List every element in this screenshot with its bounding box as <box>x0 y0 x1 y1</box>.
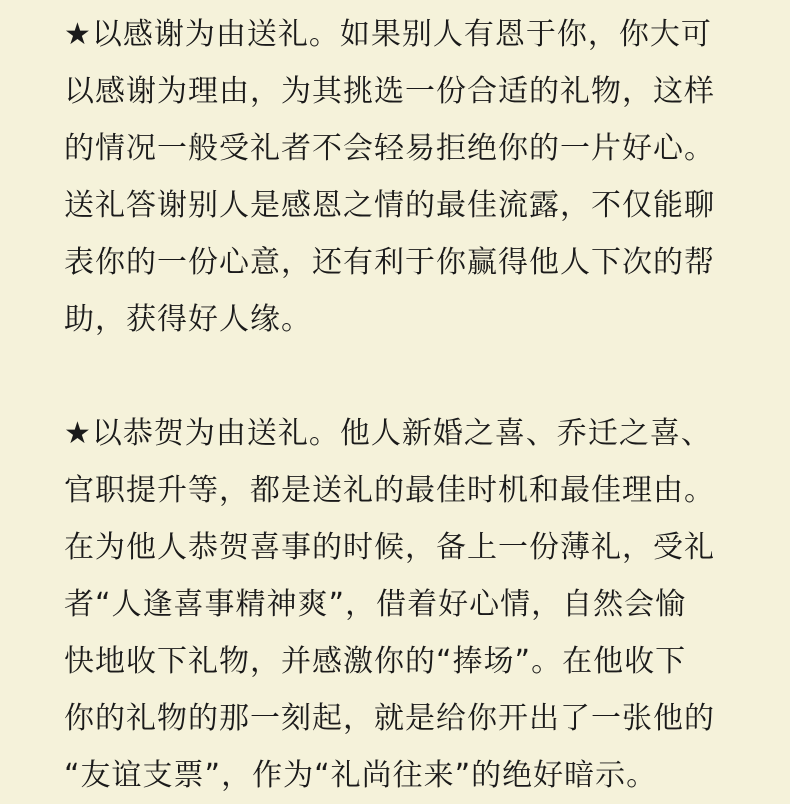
text-line: 的情况一般受礼者不会轻易拒绝你的一片好心。 <box>64 131 715 166</box>
text-line: 在为他人恭贺喜事的时候，备上一份薄礼，受礼 <box>64 530 715 565</box>
paragraph-gap <box>64 348 790 405</box>
text-line: 你的礼物的那一刻起，就是给你开出了一张他的 <box>64 701 715 736</box>
text-line: 官职提升等，都是送礼的最佳时机和最佳理由。 <box>64 473 715 508</box>
text-line: 表你的一份心意，还有利于你赢得他人下次的帮 <box>64 245 715 280</box>
text-line: 快地收下礼物，并感激你的“捧场”。在他收下 <box>64 644 687 679</box>
paragraph-thanks <box>64 6 790 348</box>
text-line: 者“人逢喜事精神爽”，借着好心情，自然会愉 <box>64 587 687 622</box>
text-line: ★以感谢为由送礼。如果别人有恩于你，你大可 <box>64 17 712 52</box>
text-line: 以感谢为理由，为其挑选一份合适的礼物，这样 <box>64 74 715 109</box>
text-line: 送礼答谢别人是感恩之情的最佳流露，不仅能聊 <box>64 188 715 223</box>
text-line: 助，获得好人缘。 <box>64 302 312 337</box>
text-line: ★以恭贺为由送礼。他人新婚之喜、乔迁之喜、 <box>64 416 712 451</box>
text-line: “友谊支票”，作为“礼尚往来”的绝好暗示。 <box>64 758 658 793</box>
paragraph-congratulations <box>64 405 790 804</box>
